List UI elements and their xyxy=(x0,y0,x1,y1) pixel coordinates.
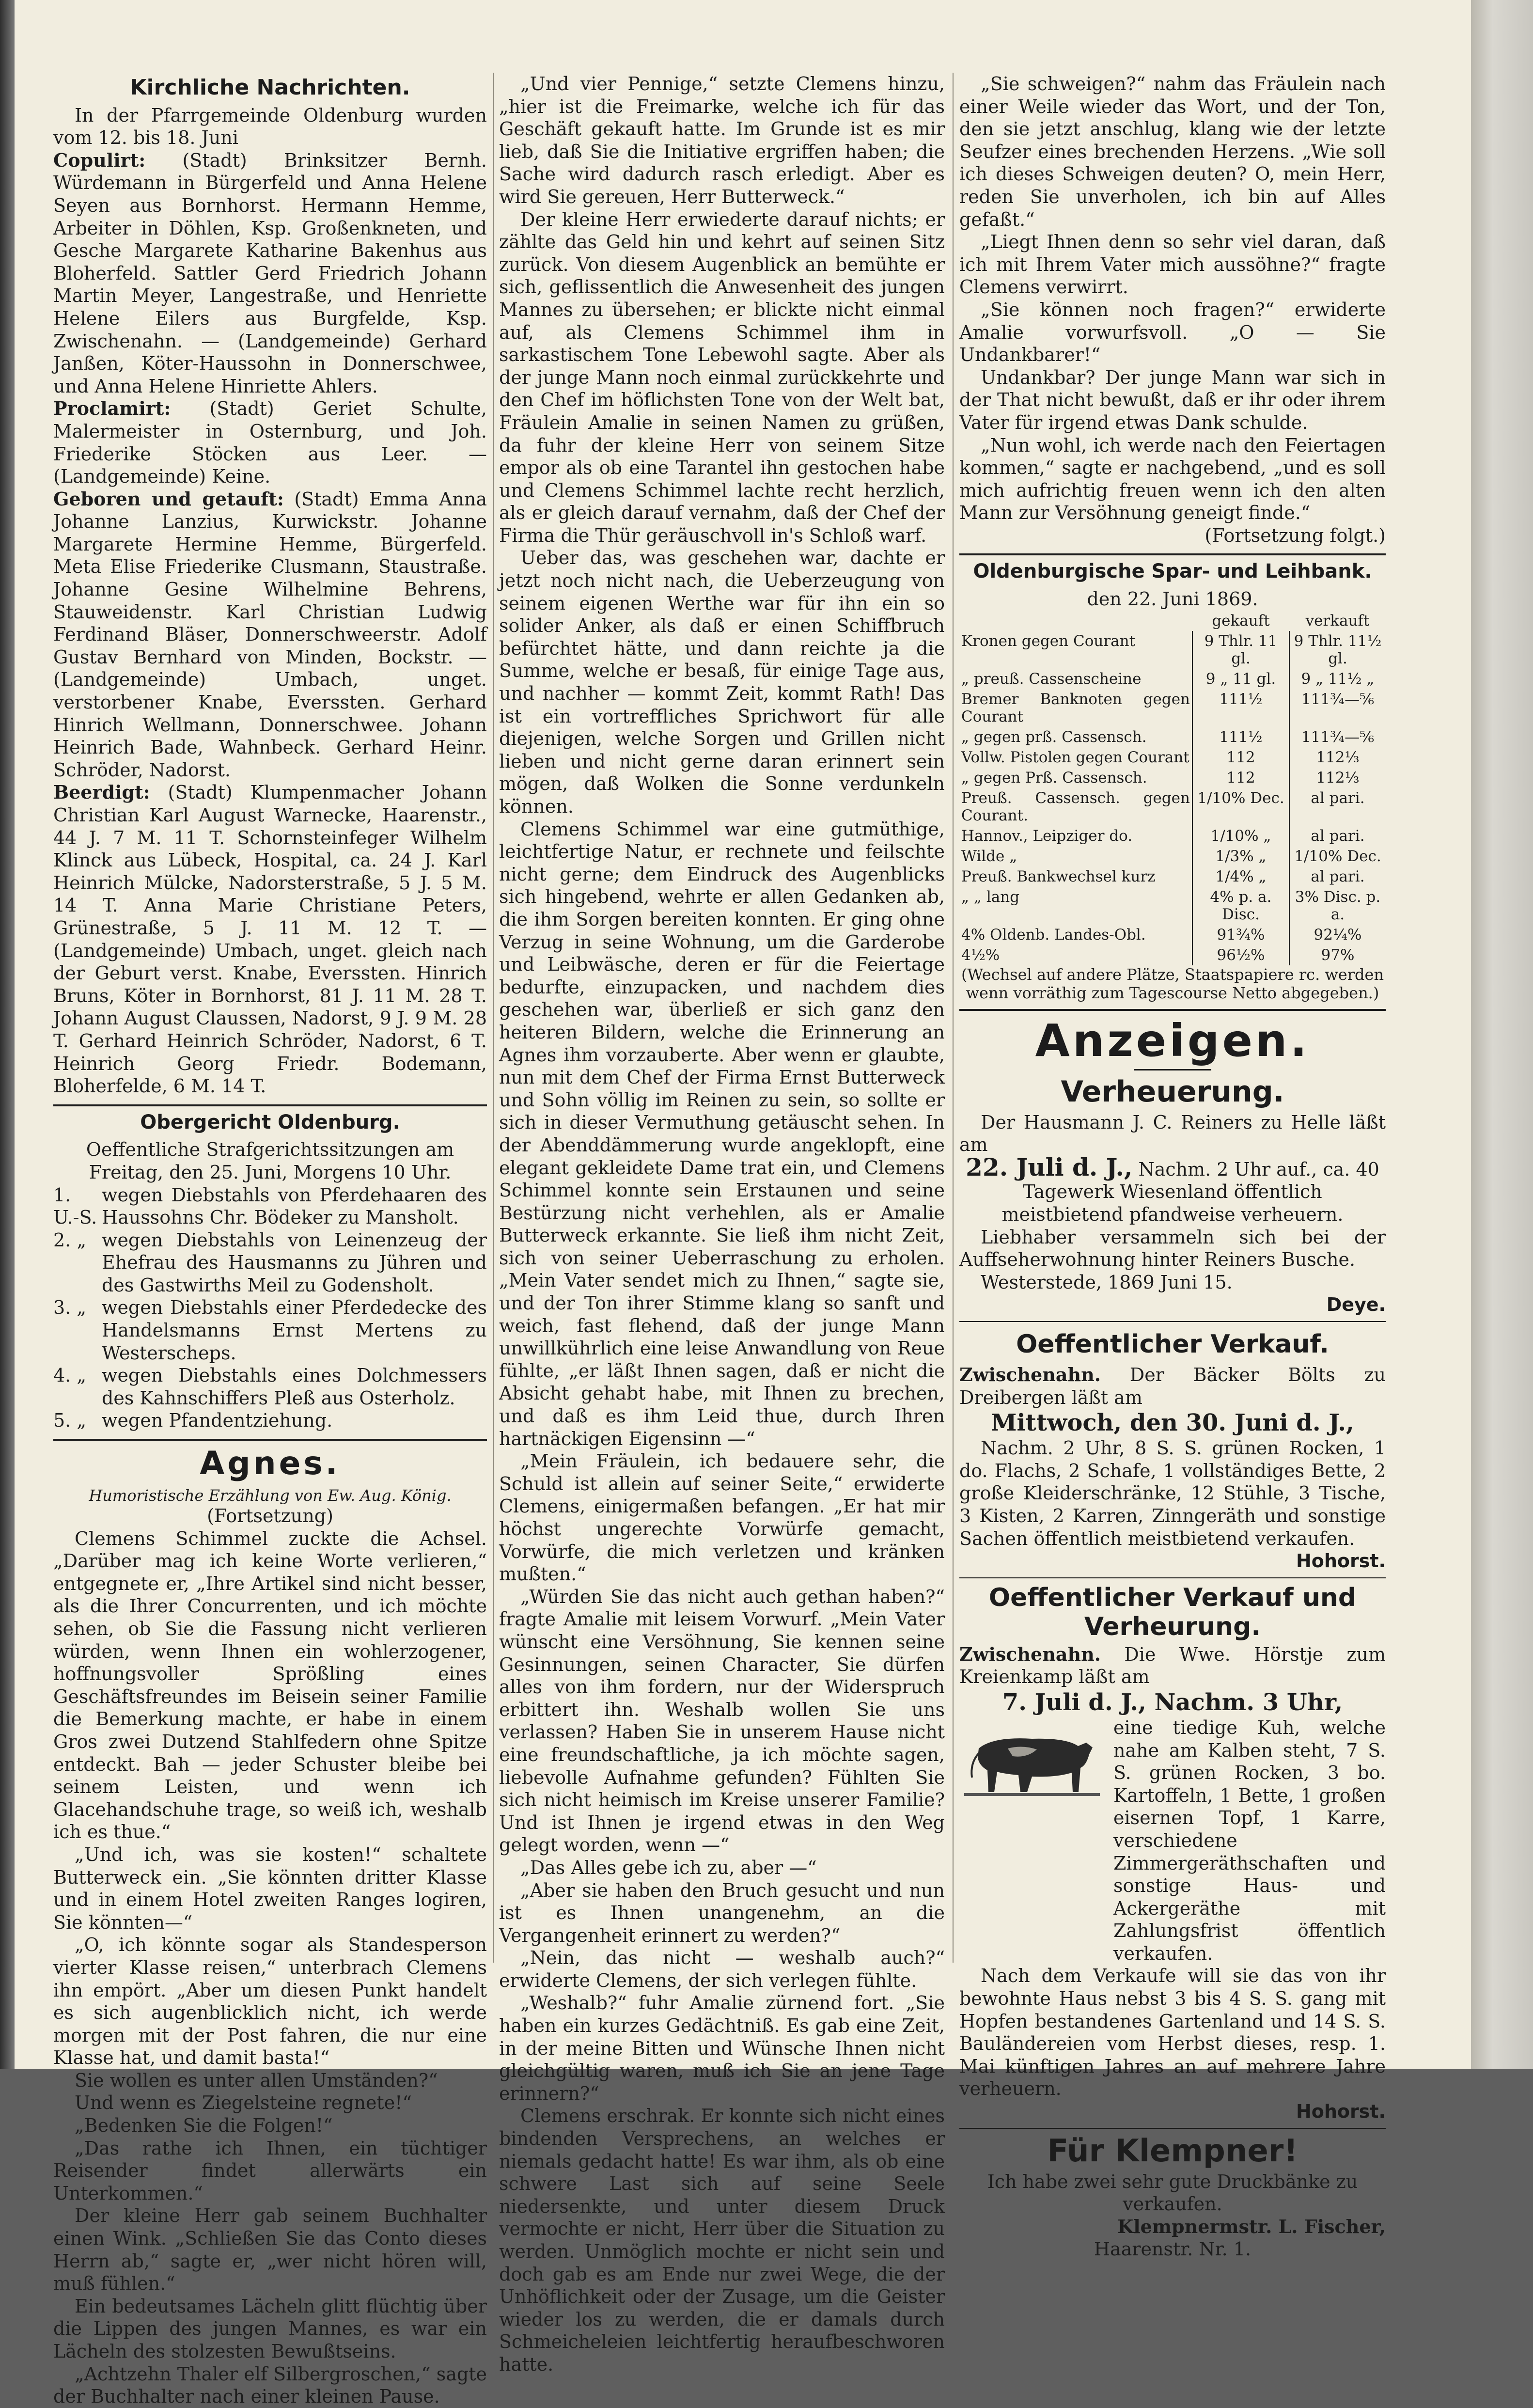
rate-buy: 1/10% „ xyxy=(1192,826,1289,846)
section-title-obergericht: Obergericht Oldenburg. xyxy=(140,1111,400,1133)
story-paragraph: „Bedenken Sie die Folgen!“ xyxy=(75,2115,333,2137)
case-item xyxy=(53,1296,487,1364)
ad-place: Zwischenahn. xyxy=(959,1643,1101,1665)
ad-title-verkauf-verheurung: Oeffentlicher Verkauf und Verheurung. xyxy=(988,1583,1357,1641)
beerdigt-text: (Stadt) Klumpenmacher Johann Christian Karl August Warnecke, Haarenstr., 44 J. 7 M. 11 T. Schornsteinfeger Wilhelm Klinck aus Lübeck, Hospital, ca. 24 J. Karl Heinrich Mülcke, Nadorsterstraße, 5 J. 5 M. 14 T. Anna Marie Christiane Peters, Grünestraße, 5 J. 11 M. 12 T. — (Landgemeinde) Umbach, unget. gleich nach der Geburt verst. Knabe, Everssten. Hinrich Bruns, Köter in Bornhorst, 81 J. 11 M. 28 T. Johann August Claussen, Nadorst, 9 J. 9 M. 28 T. Gerhard Heinrich Schröder, Nadorst, 6 T. Heinrich Georg Friedr. Bodemann, Bloherfelde, 6 M. 14 T. xyxy=(53,782,487,1097)
case-text: wegen Diebstahls von Leinenzeug der Ehefrau des Hausmanns zu Jühren und des Gastwirths Meil zu Godensholt. xyxy=(102,1229,487,1296)
obergericht-intro: Oeffentliche Strafgerichtssitzungen am Freitag, den 25. Juni, Morgens 10 Uhr. xyxy=(86,1139,454,1183)
table-row xyxy=(959,866,1386,887)
story-paragraph: „Mein Fräulein, ich bedauere sehr, die Schuld ist allein auf seiner Seite,“ erwiderte Clemens, einigermaßen befangen. „Er hat mir höchst ungerechte Vorwürfe gemacht, Vorwürfe, die mich verletzen und kränken mußten.“ xyxy=(499,1450,945,1585)
table-row xyxy=(959,788,1386,826)
case-text: wegen Pfandentziehung. xyxy=(102,1410,333,1432)
rate-buy: 9 „ 11 gl. xyxy=(1192,669,1289,689)
story-paragraph: „O, ich könnte sogar als Standesperson vierter Klasse reisen,“ unterbrach Clemens ihn empört. „Aber um diesen Punkt handelt es sich augenblicklich nicht, ich werde morgen mit der Post fahren, die nur eine Klasse hat, und damit basta!“ xyxy=(53,1934,487,2069)
copulirt-text: (Stadt) Brinksitzer Bernh. Würdemann in Bürgerfeld und Anna Helene Seyen aus Bornhorst. Hermann Hemme, Arbeiter in Döhlen, Ksp. Großenkneten, und Gesche Margarete Katharine Bakenhus aus Bloherfeld. Sattler Gerd Friedrich Johann Martin Meyer, Langestraße, und Henriette Helene Eilers aus Burgfelde, Ksp. Zwischenahn. — (Landgemeinde) Gerhard Janßen, Köter-Haussohn in Donnerschwee, und Anna Helene Hinriette Ahlers. xyxy=(53,149,487,397)
book-spine xyxy=(0,0,15,2069)
ad-date: 22. Juli d. J., xyxy=(966,1152,1133,1181)
rate-sell: 1/10% Dec. xyxy=(1289,846,1386,866)
divider xyxy=(959,1009,1386,1011)
case-number: 4. „ xyxy=(53,1365,87,1386)
table-row xyxy=(959,689,1386,727)
story-title: Agnes. xyxy=(200,1445,341,1482)
ad-title-verkauf: Oeffentlicher Verkauf. xyxy=(1016,1330,1329,1359)
column-1 xyxy=(53,73,487,2408)
rate-buy: 4% p. a. Disc. xyxy=(1192,887,1289,925)
rate-name: „ „ lang xyxy=(961,888,1020,906)
table-row xyxy=(959,826,1386,846)
ad-signature: Deye. xyxy=(1326,1294,1386,1316)
table-row xyxy=(959,768,1386,788)
ad-date: 7. Juli d. J., Nachm. 3 Uhr, xyxy=(1002,1688,1343,1716)
rate-name: 4½% xyxy=(961,946,1000,964)
bank-note: (Wechsel auf andere Plätze, Staatspapiere rc. werden wenn vorräthig zum Tagescourse Netto abgegeben.) xyxy=(961,965,1384,1002)
ad-text: Ich habe zwei sehr gute Druckbänke zu verkaufen. xyxy=(987,2171,1358,2215)
rate-name: Bremer Banknoten gegen Courant xyxy=(961,690,1190,725)
table-row xyxy=(959,727,1386,747)
rate-sell: al pari. xyxy=(1289,826,1386,846)
story-paragraph: Clemens Schimmel war eine gutmüthige, leichtfertige Natur, er rechnete und feilschte nicht gerne; dem Eindruck des Augenblicks sich hingebend, wehrte er allen Gedanken ab, die ihm Sorgen bereiten konnten. Er ging ohne Verzug in seine Wohnung, um die Garderobe und Leibwäsche, deren er für die Feiertage bedurfte, einzupacken, und nachdem dies geschehen war, überließ er sich ganz den heiteren Bildern, welche die Erinnerung an Agnes ihm vorzauberte. Aber wenn er glaubte, nun mit dem Chef der Firma Ernst Butterweck und Sohn völlig im Reinen zu sein, so sollte er sich in dieser Vermuthung getäuscht sehen. In der Abenddämmerung wurde angeklopft, eine elegant gekleidete Dame trat ein, und Clemens Schimmel konnte sein Erstaunen und seine Bestürzung nicht verhehlen, als er Amalie Butterweck erkannte. Sie ließ ihm nicht Zeit, sich von seiner Ueberraschung zu erholen. „Mein Vater sendet mich zu Ihnen,“ sagte sie, und der Ton ihrer Stimme klang so sanft und weich, fast flehend, daß der junge Mann unwillkührlich eine leise Anwandlung von Reue fühlte, „er läßt Ihnen sagen, daß er nicht die Absicht gehabt habe, mit Ihnen zu brechen, und daß es ihm Leid thue, durch Ihren hartnäckigen Eigensinn —“ xyxy=(499,818,945,1449)
continued-note: (Fortsetzung folgt.) xyxy=(1204,524,1386,546)
divider xyxy=(959,1321,1386,1322)
exchange-rate-table xyxy=(959,611,1386,965)
case-text: wegen Diebstahls einer Pferdedecke des Handelsmanns Ernst Mertens zu Westerscheps. xyxy=(102,1297,487,1364)
rate-name: Wilde „ xyxy=(961,847,1017,865)
rate-buy: 111½ xyxy=(1192,727,1289,747)
story-paragraph: „Achtzehn Thaler elf Silbergroschen,“ sagte der Buchhalter nach einer kleinen Pause. xyxy=(53,2363,487,2408)
divider xyxy=(959,553,1386,555)
story-paragraph: Sie wollen es unter allen Umständen?“ xyxy=(75,2069,438,2091)
story-paragraph: „Nun wohl, ich werde nach den Feiertagen kommen,“ sagte er nachgebend, „und es soll mich aufrichtig freuen wenn ich den alten Mann zur Versöhnung geneigt finde.“ xyxy=(959,434,1386,524)
rate-name: Vollw. Pistolen gegen Courant xyxy=(961,748,1189,766)
proclamirt-label: Proclamirt: xyxy=(53,397,171,420)
story-continuation: (Fortsetzung) xyxy=(207,1505,333,1527)
story-paragraph: Clemens erschrak. Er konnte sich nicht eines bindenden Versprechens, an welches er niemals gedacht hatte! Es war ihm, als ob eine schwere Last sich auf seine Seele niedersenkte, und unter diesem Druck vermochte er nicht, Herr über die Situation zu werden. Unmöglich mochte er nicht sein und doch gab es am Ende nur zwei Wege, die der Unhöflichkeit oder der Zusage, um die Geister wieder los zu werden, die er damals durch Schmeicheleien leichtfertig heraufbeschworen hatte. xyxy=(499,2105,945,2375)
rate-sell: 92¼% xyxy=(1289,925,1386,945)
ad-text: Der Bäcker Bölts zu Dreibergen läßt am xyxy=(959,1364,1386,1408)
rate-buy: 1/3% „ xyxy=(1192,846,1289,866)
case-text: wegen Diebstahls eines Dolchmessers des Kahnschiffers Pleß aus Osterholz. xyxy=(102,1365,487,1409)
beerdigt-paragraph xyxy=(53,781,487,1097)
ad-text: Nachm. 2 Uhr, 8 S. S. grünen Rocken, 1 do. Flachs, 2 Schafe, 1 vollständiges Bette, 2 große Kleiderschränke, 12 Stühle, 3 Tische, 3 Kisten, 2 Karren, Zinngeräth und sonstige Sachen öffentlich meistbietend verkaufen. xyxy=(959,1437,1386,1549)
ad-place: Zwischenahn. xyxy=(959,1364,1101,1385)
divider xyxy=(959,2128,1386,2129)
table-header-row xyxy=(959,611,1386,631)
ad-date: Mittwoch, den 30. Juni d. J., xyxy=(991,1409,1354,1437)
column-header-sold: verkauft xyxy=(1305,612,1370,630)
rate-sell: al pari. xyxy=(1289,866,1386,887)
ad-text: Die Wwe. Hörstje zum Kreienkamp läßt am xyxy=(959,1643,1386,1688)
story-paragraph: Ueber das, was geschehen war, dachte er jetzt noch nicht nach, die Ueberzeugung von seinem eigenen Werthe war für ihn ein so solider Anker, als daß er einen Schiffbruch befürchtet hätte, und dann reichte ja die Summe, welche er besaß, für einige Tage aus, und nachher — kommt Zeit, kommt Rath! Das ist ein vortreffliches Sprichwort für alle diejenigen, welche Sorgen und Grillen nicht lieben und nicht gerne daran erinnert sein mögen, daß Wolken die Sonne verdunkeln können. xyxy=(499,547,945,817)
case-item xyxy=(53,1229,487,1297)
rate-sell: 9 „ 11½ „ xyxy=(1289,669,1386,689)
story-paragraph: „Sie können noch fragen?“ erwiderte Amalie vorwurfsvoll. „O — Sie Undankbarer!“ xyxy=(959,299,1386,366)
section-title-kirche: Kirchliche Nachrichten. xyxy=(130,75,410,100)
story-paragraph: „Das Alles gebe ich zu, aber —“ xyxy=(520,1857,817,1878)
story-paragraph: Clemens Schimmel zuckte die Achsel. „Darüber mag ich keine Worte verlieren,“ entgegnete er, „Ihre Artikel sind nicht besser, als die Ihrer Concurrenten, und ich möchte sehen, ob Sie die Fassung nicht verlieren würden, wenn Ihnen ein wohlerzogener, hoffnungsvoller Sprößling eines Geschäftsfreundes im Beisein seiner Familie die Bemerkung machte, er habe in einem Gros zwei Dutzend Stahlfedern ohne Spitze entdeckt. Bah — jeder Schuster bleibe bei seinem Leisten, und wenn ich Glacehandschuhe trage, so weiß ich, weshalb ich es thue.“ xyxy=(53,1527,487,1843)
page-edge xyxy=(1471,0,1533,2069)
case-number: 3. „ xyxy=(53,1297,87,1319)
kirche-intro: In der Pfarrgemeinde Oldenburg wurden vom 12. bis 18. Juni xyxy=(53,104,487,149)
case-list xyxy=(53,1184,487,1432)
story-paragraph: „Und vier Pennige,“ setzte Clemens hinzu, „hier ist die Freimarke, welche ich für das Geschäft gekauft hatte. Im Grunde ist es mir lieb, daß Sie die Initiative ergriffen haben; die Sache wird dadurch rasch erledigt. Aber es wird Sie gereuen, Herr Butterweck.“ xyxy=(499,73,945,207)
column-header-bought: gekauft xyxy=(1212,612,1270,630)
ad-text: eine tiedige Kuh, welche nahe am Kalben steht, 7 S. S. grünen Rocken, 3 bo. Kartoffeln, 1 Bette, 1 großen eisernen Topf, 1 Karre, verschiedene Zimmergeräthschaften und sonstige Haus- und Ackergeräthe mit Zahlungsfrist öffentlich verkaufen. xyxy=(1113,1716,1386,1964)
rate-sell: 112⅓ xyxy=(1289,768,1386,788)
ads-heading: Anzeigen. xyxy=(1035,1014,1310,1067)
column-rule xyxy=(953,73,954,1963)
ad-body-with-image xyxy=(959,1716,1386,1965)
ad-text: Nach dem Verkaufe will sie das von ihr bewohnte Haus nebst 3 bis 4 S. S. gang mit Hopfen bestandenes Gartenland und 14 S. S. Bauländereien vom Herbst dieses, resp. 1. Mai künftigen Jahres an auf mehrere Jahre verheuern. xyxy=(959,1965,1386,2100)
story-paragraph: „Weshalb?“ fuhr Amalie zürnend fort. „Sie haben ein kurzes Gedächtniß. Es gab eine Zeit, in der meine Bitten und Wünsche Ihnen nicht gleichgültig waren, muß ich Sie an jene Tage erinnern?“ xyxy=(499,1992,945,2104)
ad-place-date: Westerstede, 1869 Juni 15. xyxy=(981,1271,1233,1293)
story-paragraph: „Liegt Ihnen denn so sehr viel daran, daß ich mit Ihrem Vater mich aussöhne?“ fragte Clemens verwirrt. xyxy=(959,231,1386,298)
rate-name: Preuß. Bankwechsel kurz xyxy=(961,867,1156,885)
rate-buy: 9 Thlr. 11 gl. xyxy=(1192,631,1289,669)
story-paragraph: Und wenn es Ziegelsteine regnete!“ xyxy=(75,2092,412,2114)
cow-illustration xyxy=(959,1719,1105,1816)
story-paragraph: „Sie schweigen?“ nahm das Fräulein nach einer Weile wieder das Wort, und der Ton, den sie jetzt anschlug, klang wie der letzte Seufzer eines brechenden Herzens. „Wie soll ich dieses Schweigen deuten? O, mein Herr, reden Sie unverholen, ich bin auf Alles gefaßt.“ xyxy=(959,73,1386,230)
beerdigt-label: Beerdigt: xyxy=(53,781,150,803)
story-paragraph: „Würden Sie das nicht auch gethan haben?“ fragte Amalie mit leisem Vorwurf. „Mein Vater wünscht eine Versöhnung, Sie kennen seine Gesinnungen, seinen Character, Sie dürfen alles von ihm fordern, nur der Widerspruch erbittert ihn. Weshalb wollen Sie uns verlassen? Haben Sie in unserem Hause nicht eine freundschaftliche, ja ich möchte sagen, liebevolle Aufnahme gefunden? Fühlten Sie sich nicht heimisch im Kreise unserer Familie? Und ist Ihnen je irgend etwas in den Weg gelegt worden, wenn —“ xyxy=(499,1586,945,1856)
ad-text: Nachm. 2 Uhr auf., ca. 40 Tagewerk Wiesenland öffentlich meistbietend pfandweise verheuern. xyxy=(1001,1158,1379,1226)
case-number: 5. „ xyxy=(53,1410,87,1432)
geboren-label: Geboren und getauft: xyxy=(53,488,284,510)
table-row xyxy=(959,669,1386,689)
story-paragraph: Undankbar? Der junge Mann war sich in der That nicht bewußt, daß er ihr oder ihrem Vater für irgend etwas Dank schulde. xyxy=(959,366,1386,433)
case-text: wegen Diebstahls von Pferdehaaren des Haussohns Chr. Bödeker zu Mansholt. xyxy=(102,1184,487,1228)
column-2 xyxy=(499,73,945,2375)
geboren-paragraph xyxy=(53,488,487,782)
copulirt-label: Copulirt: xyxy=(53,149,146,171)
ads-heading-underline xyxy=(1134,1069,1211,1070)
story-paragraph: Der kleine Herr gab seinem Buchhalter einen Wink. „Schließen Sie das Conto dieses Herrn ab,“ sagte er, „wer nicht hören will, muß fühlen.“ xyxy=(53,2205,487,2295)
rate-sell: 97% xyxy=(1289,945,1386,965)
rate-name: Preuß. Cassensch. gegen Courant. xyxy=(961,789,1190,824)
ad-signature: Hohorst. xyxy=(1296,2101,1386,2123)
case-number: 1. U.-S. xyxy=(53,1184,97,1228)
case-item xyxy=(53,1364,487,1409)
rate-sell: 111¾—⅚ xyxy=(1289,727,1386,747)
ad-date-line xyxy=(959,1152,1386,1226)
copulirt-paragraph xyxy=(53,149,487,398)
table-row xyxy=(959,925,1386,945)
ad-intro xyxy=(959,1643,1386,1688)
table-row xyxy=(959,846,1386,866)
story-paragraph: Ein bedeutsames Lächeln glitt flüchtig über die Lippen des jungen Mannes, es war ein Lächeln des stolzesten Bewußtseins. xyxy=(53,2295,487,2362)
rate-sell: 112⅓ xyxy=(1289,747,1386,768)
table-row xyxy=(959,747,1386,768)
story-paragraph: „Und ich, was sie kosten!“ schaltete Butterweck ein. „Sie könnten dritter Klasse und in einem Hotel zweiten Ranges logiren, Sie könnten—“ xyxy=(53,1843,487,1933)
newspaper-page xyxy=(15,0,1471,2408)
divider xyxy=(53,1439,487,1441)
ad-signature: Klempnermstr. L. Fischer, xyxy=(1117,2215,1386,2237)
rate-buy: 112 xyxy=(1192,747,1289,768)
ad-address: Haarenstr. Nr. 1. xyxy=(1094,2238,1251,2260)
column-rule xyxy=(493,73,494,1963)
case-item xyxy=(53,1409,487,1432)
rate-name: „ gegen Prß. Cassensch. xyxy=(961,769,1147,787)
divider xyxy=(53,1104,487,1106)
rate-buy: 1/4% „ xyxy=(1192,866,1289,887)
rate-buy: 91¾% xyxy=(1192,925,1289,945)
ad-title-klempner: Für Klempner! xyxy=(1047,2133,1298,2169)
story-paragraph: „Das rathe ich Ihnen, ein tüchtiger Reisender findet allerwärts ein Unterkommen.“ xyxy=(53,2137,487,2204)
rate-name: Hannov., Leipziger do. xyxy=(961,827,1133,845)
ad-signature: Hohorst. xyxy=(1296,1550,1386,1572)
table-row xyxy=(959,631,1386,669)
rate-name: 4% Oldenb. Landes-Obl. xyxy=(961,926,1146,944)
geboren-text: (Stadt) Emma Anna Johanne Lanzius, Kurwickstr. Johanne Margarete Hermine Hemme, Bürgerfeld. Meta Elise Friederike Clusmann, Staustraße. Johanne Gesine Wilhelmine Behrens, Stauweidenstr. Karl Christian Ludwig Ferdinand Bläser, Donnerschweerstr. Adolf Gustav Bernhard von Minden, Bockstr. — (Landgemeinde) Umbach, unget. verstorbener Knabe, Everssten. Gerhard Hinrich Wellmann, Donnerschwee. Johann Heinrich Bade, Wahnbeck. Gerhard Heinr. Schröder, Nadorst. xyxy=(53,488,487,781)
bank-date: den 22. Juni 1869. xyxy=(1087,588,1258,610)
rate-sell: 3% Disc. p. a. xyxy=(1289,887,1386,925)
rate-buy: 1/10% Dec. xyxy=(1192,788,1289,826)
story-subtitle: Humoristische Erzählung von Ew. Aug. König. xyxy=(89,1486,452,1505)
story-paragraph: Der kleine Herr erwiederte darauf nichts; er zählte das Geld hin und kehrt auf seinen Sitz zurück. Von diesem Augenblick an bemühte er sich, geflissentlich die Anwesenheit des jungen Mannes zu übersehen; er blickte nicht einmal auf, als Clemens Schimmel ihm in sarkastischem Tone Lebewohl sagte. Aber als der junge Mann noch einmal zurückkehrte und den Chef im höflichsten Tone von der Welt bat, Fräulein Amalie in seinen Namen zu grüßen, da fuhr der kleine Herr von seinem Sitze empor als ob eine Tarantel ihn gestochen habe und Clemens Schimmel lachte recht herzlich, als er gleich darauf vernahm, daß der Chef der Firma die Thür geräuschvoll in's Schloß warf. xyxy=(499,208,945,546)
case-number: 2. „ xyxy=(53,1229,87,1251)
ad-text: Liebhaber versammeln sich bei der Auffseherwohnung hinter Reiners Busche. xyxy=(959,1226,1386,1271)
divider xyxy=(959,1577,1386,1578)
rate-sell: 9 Thlr. 11½ gl. xyxy=(1289,631,1386,669)
rate-name: Kronen gegen Courant xyxy=(961,632,1136,650)
story-paragraph: „Aber sie haben den Bruch gesucht und nun ist es Ihnen unangenehm, an die Vergangenheit erinnert zu werden?“ xyxy=(499,1879,945,1946)
rate-buy: 111½ xyxy=(1192,689,1289,727)
rate-buy: 96½% xyxy=(1192,945,1289,965)
rate-sell: al pari. xyxy=(1289,788,1386,826)
proclamirt-text: (Stadt) Geriet Schulte, Malermeister in Osternburg, und Joh. Friederike Stöcken aus Leer. — (Landgemeinde) Keine. xyxy=(53,398,487,488)
table-row xyxy=(959,945,1386,965)
ad-title-verheuerung: Verheuerung. xyxy=(1061,1074,1284,1109)
proclamirt-paragraph xyxy=(53,397,487,488)
table-row xyxy=(959,887,1386,925)
rate-name: „ gegen prß. Cassensch. xyxy=(961,728,1147,746)
bank-title: Oldenburgische Spar- und Leihbank. xyxy=(973,560,1372,583)
rate-buy: 112 xyxy=(1192,768,1289,788)
case-item xyxy=(53,1184,487,1229)
column-3 xyxy=(959,73,1386,2260)
ad-text: Der Hausmann J. C. Reiners zu Helle läßt am xyxy=(959,1111,1386,1156)
story-paragraph: „Nein, das nicht — weshalb auch?“ erwiderte Clemens, der sich verlegen fühlte. xyxy=(499,1947,945,1991)
rate-name: „ preuß. Cassenscheine xyxy=(961,670,1142,688)
rate-sell: 111¾—⅚ xyxy=(1289,689,1386,727)
ad-intro xyxy=(959,1364,1386,1409)
